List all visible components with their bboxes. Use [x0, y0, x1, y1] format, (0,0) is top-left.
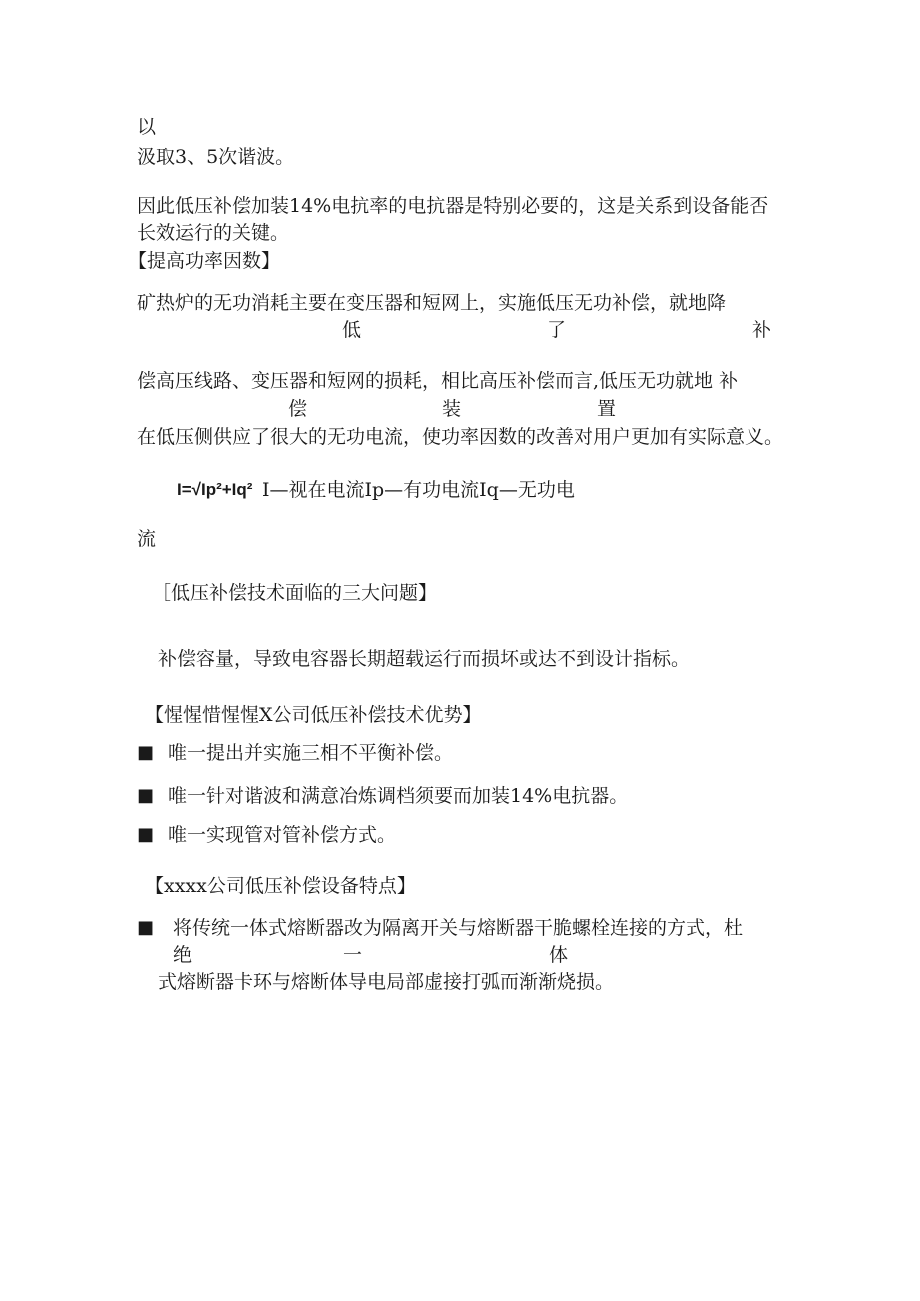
text-line: 矿热炉的无功消耗主要在变压器和短网上，实施低压无功补偿，就地降 — [137, 292, 727, 314]
section-heading: 【提高功率因数】 — [128, 250, 281, 272]
text-line: 因此低压补偿加装14%电抗率的电抗器是特别必要的，这是关系到设备能否 — [137, 195, 769, 217]
text-line: 汲取3、5次谐波。 — [137, 146, 295, 168]
formula: I=√Ip²+Iq² — [177, 480, 253, 499]
text-line: 装 — [442, 398, 462, 420]
text-line: 流 — [137, 528, 157, 550]
bullet-icon: ■ — [137, 785, 155, 806]
text-line: 长效运行的关键。 — [137, 222, 290, 244]
list-item: 将传统一体式熔断器改为隔离开关与熔断器干脆螺栓连接的方式，杜 — [173, 917, 744, 939]
bullet-icon: ■ — [137, 824, 155, 845]
list-item: 唯一实现管对管补偿方式。 — [168, 824, 397, 846]
section-heading: 【惺惺惜惺惺X公司低压补偿技术优势】 — [145, 704, 482, 726]
bullet-icon: ■ — [137, 742, 155, 763]
text-line: 置 — [597, 398, 617, 420]
text-line: 偿 — [288, 398, 308, 420]
text-line: 了 — [547, 319, 567, 341]
text-line: 在低压侧供应了很大的无功电流，使功率因数的改善对用户更加有实际意义。 — [137, 426, 784, 448]
list-item: 唯一针对谐波和满意冶炼调档须要而加装14%电抗器。 — [168, 785, 629, 807]
text-line: 体 — [549, 944, 569, 966]
text-line: 低 — [342, 319, 362, 341]
text-line: 以 — [137, 116, 157, 138]
text-line: 偿高压线路、变压器和短网的损耗，相比高压补偿而言,低压无功就地 补 — [137, 370, 739, 392]
formula-legend: I—视在电流Ip—有功电流Iq—无功电 — [262, 479, 575, 501]
text-line: 补 — [752, 319, 772, 341]
section-heading: ［低压补偿技术面临的三大问题】 — [152, 582, 438, 604]
text-line: 式熔断器卡环与熔断体导电局部虚接打弧而渐渐烧损。 — [158, 971, 615, 993]
text-line: 绝 — [173, 944, 193, 966]
section-heading: 【xxxx公司低压补偿设备特点】 — [145, 875, 416, 897]
text-line: 一 — [343, 944, 363, 966]
text-line: 补偿容量，导致电容器长期超载运行而损坏或达不到设计指标。 — [158, 648, 691, 670]
bullet-icon: ■ — [137, 917, 155, 938]
list-item: 唯一提出并实施三相不平衡补偿。 — [168, 742, 454, 764]
